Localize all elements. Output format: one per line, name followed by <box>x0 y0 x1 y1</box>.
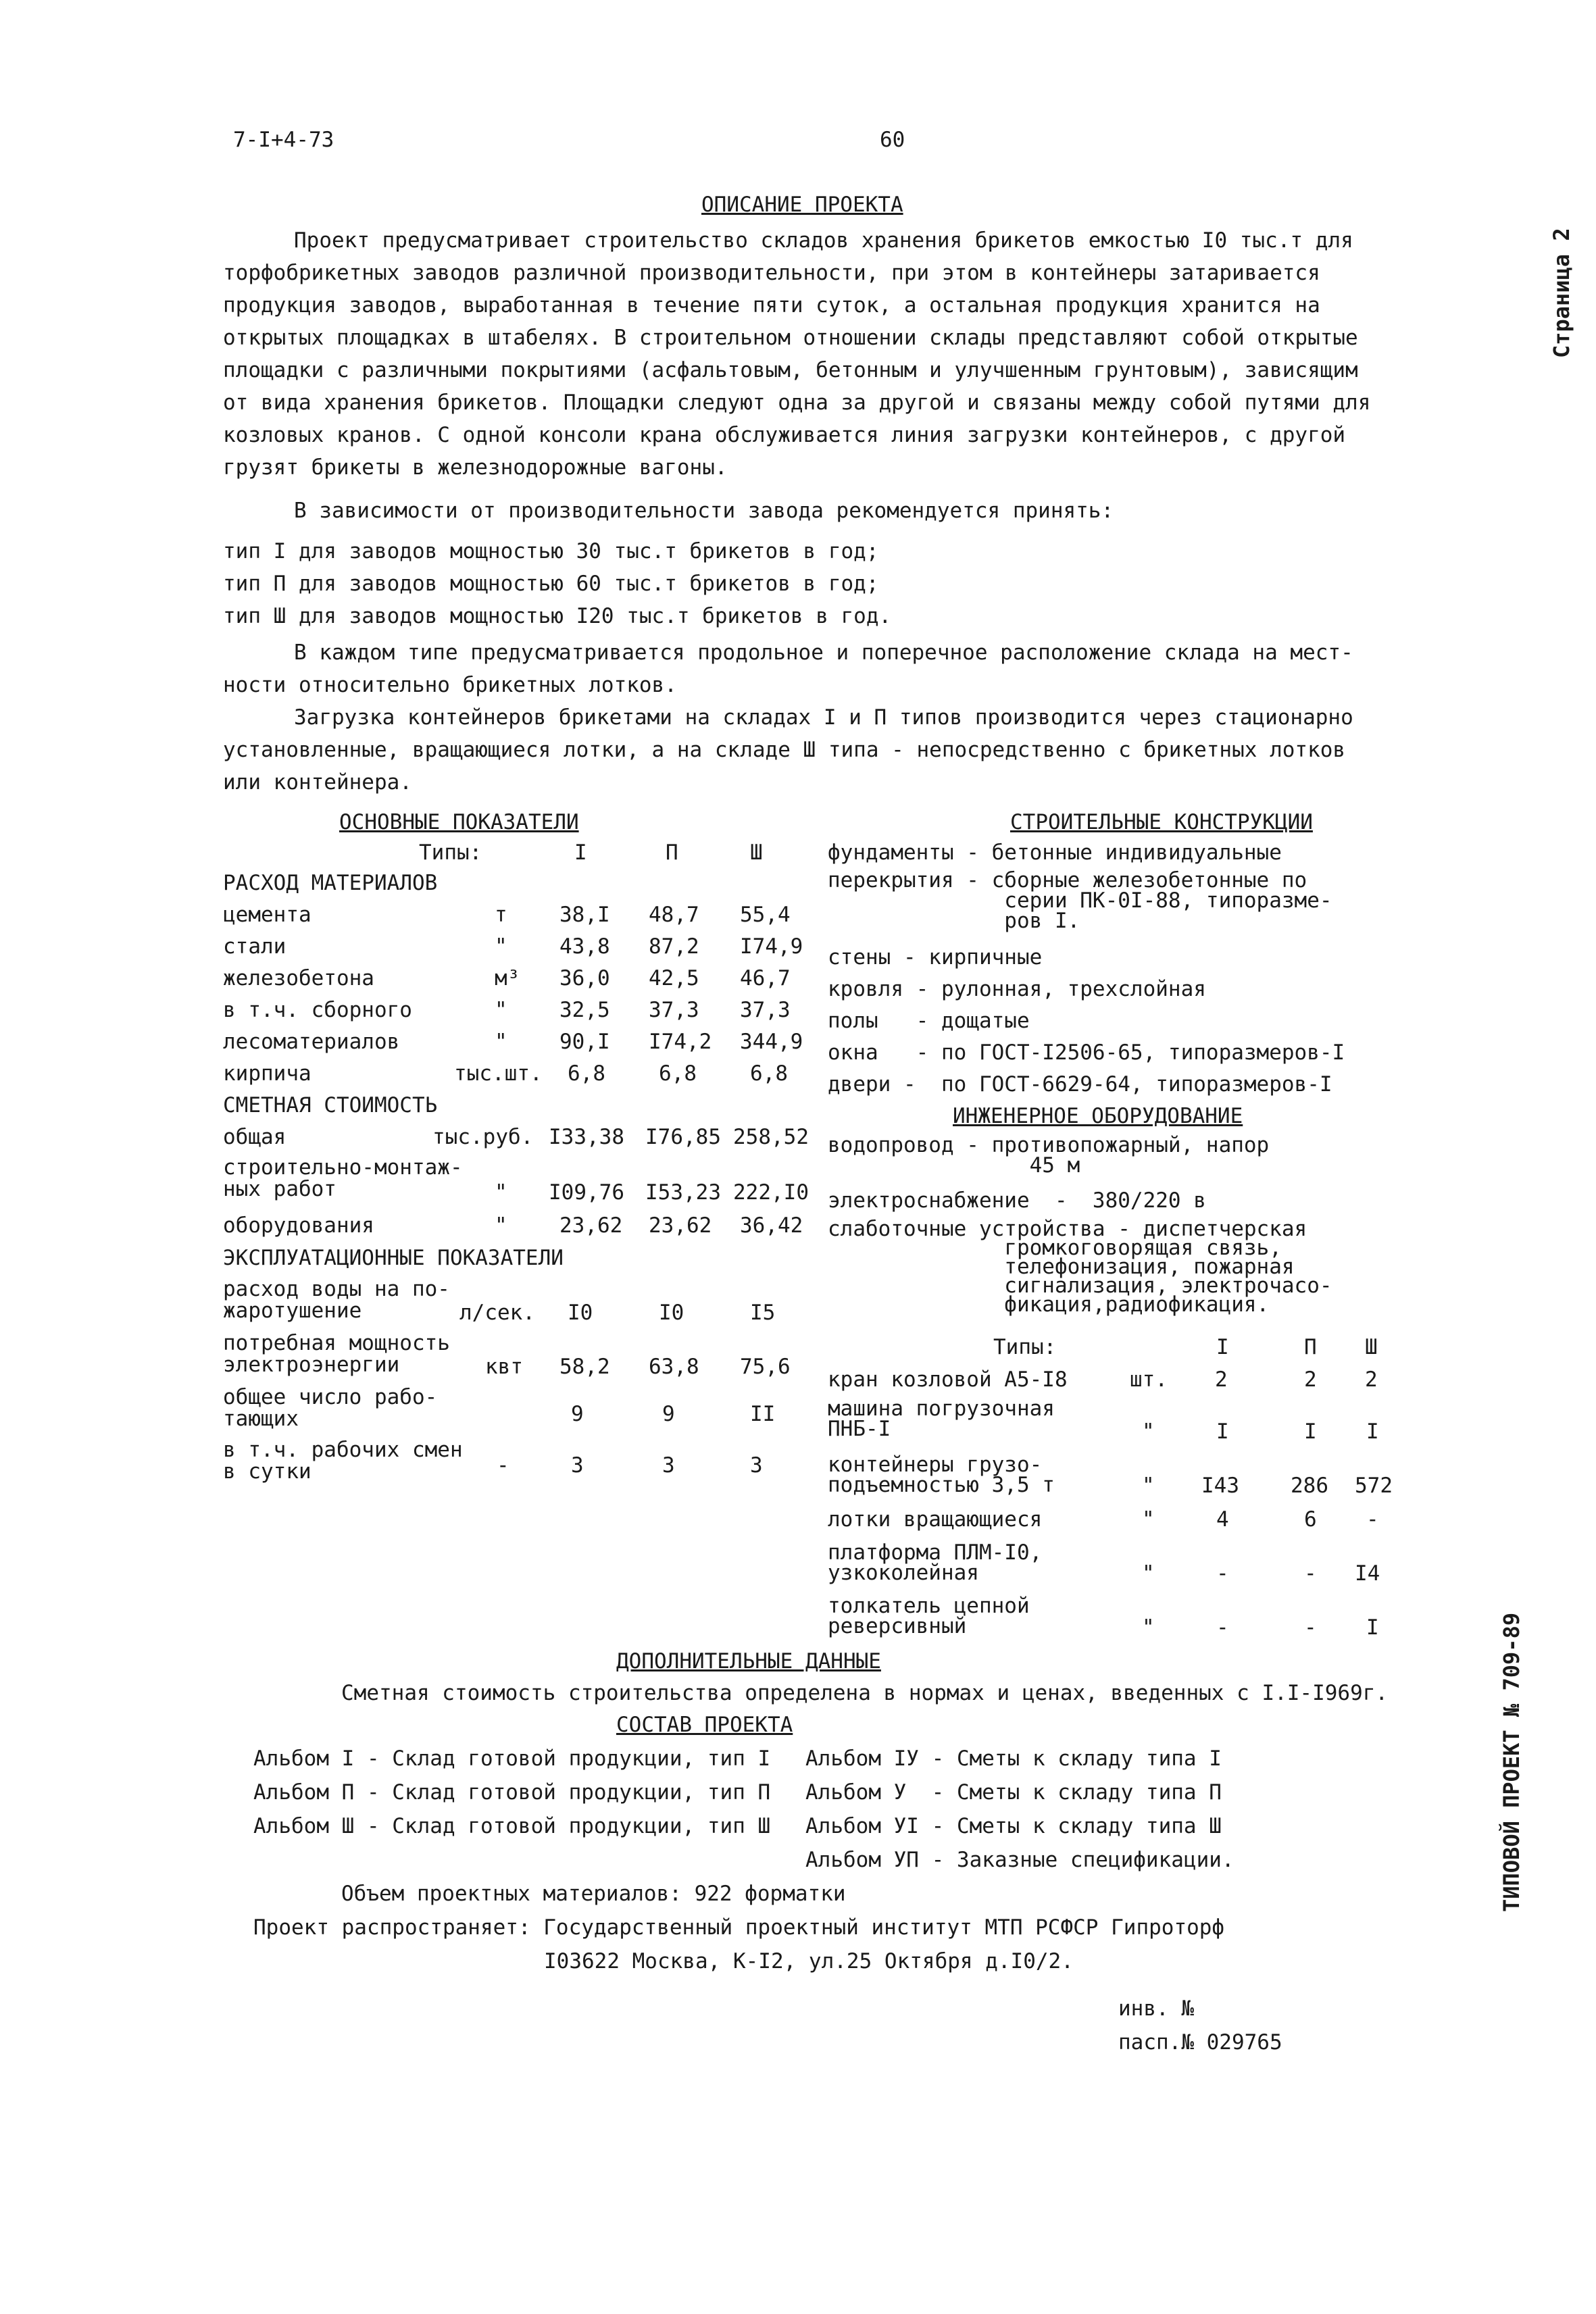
row-name: цемента <box>223 903 311 927</box>
construction-line: окна - по ГОСТ-I2506-65, типоразмеров-I <box>828 1040 1345 1065</box>
row-value: I5 <box>750 1301 776 1325</box>
row-name: потребная мощность электроэнергии <box>223 1331 450 1377</box>
row-value: 6 <box>1304 1507 1317 1532</box>
row-value: I43 <box>1201 1474 1239 1498</box>
para-line: или контейнера. <box>223 770 412 795</box>
row-unit: " <box>495 1180 507 1205</box>
row-value: 87,2 <box>649 934 699 959</box>
row-unit: квт <box>485 1355 523 1379</box>
construction-line: фундаменты - бетонные индивидуальные <box>828 840 1282 865</box>
album-line: Альбом УП - Заказные спецификации. <box>805 1848 1235 1872</box>
row-value: I09,76 <box>549 1180 624 1205</box>
row-value: 3 <box>662 1453 675 1478</box>
row-name: общая <box>223 1125 286 1149</box>
row-value: 572 <box>1355 1474 1393 1498</box>
materials-title: РАСХОД МАТЕРИАЛОВ <box>223 871 438 895</box>
construction-line: кровля - рулонная, трехслойная <box>828 977 1206 1001</box>
row-value: 90,I <box>559 1030 610 1054</box>
row-value: 43,8 <box>559 934 610 959</box>
type-header: Ш <box>750 840 763 865</box>
row-value: I <box>1366 1419 1379 1444</box>
row-unit: " <box>495 1213 507 1238</box>
row-value: 23,62 <box>559 1213 623 1238</box>
row-value: II <box>750 1402 776 1426</box>
page-label-vertical: Страница 2 <box>1549 228 1574 358</box>
para-line: грузят брикеты в железнодорожные вагоны. <box>223 455 728 480</box>
cost-title: СМЕТНАЯ СТОИМОСТЬ <box>223 1093 438 1117</box>
para-line: Проект предусматривает строительство складов хранения брикетов емкостью I0 тыс.т для <box>294 228 1353 253</box>
row-value: 344,9 <box>740 1030 803 1054</box>
row-unit: тыс.шт. <box>454 1061 543 1086</box>
row-value: 55,4 <box>740 903 791 927</box>
row-value: I <box>1366 1615 1379 1640</box>
row-name: общее число рабо- тающих <box>223 1385 438 1431</box>
row-value: I76,85 <box>645 1125 721 1149</box>
row-value: 2 <box>1304 1367 1317 1392</box>
para-line: Загрузка контейнеров брикетами на складах I и П типов производится через стационарно <box>294 705 1353 730</box>
description-para2: В зависимости от производительности завода рекомендуется принять: <box>294 499 1114 523</box>
row-value: 3 <box>571 1453 584 1478</box>
row-unit: " <box>495 998 507 1022</box>
row-value: - <box>1366 1507 1379 1532</box>
row-value: 63,8 <box>649 1355 699 1379</box>
construction-line: стены - кирпичные <box>828 945 1043 970</box>
type-line: тип Ш для заводов мощностью I20 тыс.т брикетов в год. <box>223 604 892 628</box>
row-name: железобетона <box>223 966 374 990</box>
row-name: толкатель цепной реверсивный <box>828 1594 1030 1638</box>
para-line: продукция заводов, выработанная в течение пяти суток, а остальная продукция хранится на <box>223 293 1320 318</box>
row-unit: тыс.руб. <box>432 1125 534 1149</box>
row-value: 6,8 <box>750 1061 788 1086</box>
row-name: кран козловой А5-I8 <box>828 1367 1068 1392</box>
row-value: - <box>1304 1561 1317 1586</box>
row-value: 3 <box>750 1453 763 1478</box>
engineering-line: электроснабжение - 380/220 в <box>828 1188 1206 1213</box>
row-unit: " <box>1142 1507 1155 1532</box>
row-value: 23,62 <box>649 1213 712 1238</box>
row-value: 58,2 <box>559 1355 610 1379</box>
row-unit: " <box>1142 1419 1155 1444</box>
main-indicators-title: ОСНОВНЫЕ ПОКАЗАТЕЛИ <box>339 810 579 834</box>
para-line: от вида хранения брикетов. Площадки следуют одна за другой и связаны между собой путями для <box>223 391 1371 415</box>
para-line: площадки с различными покрытиями (асфальтовым, бетонным и улучшенным грунтовым), зависящим <box>223 358 1358 382</box>
row-value: I0 <box>568 1301 593 1325</box>
para-line: открытых площадках в штабелях. В строительном отношении склады представляют собой открытые <box>223 326 1358 350</box>
album-line: Альбом Ш - Склад готовой продукции, тип Ш <box>253 1814 771 1838</box>
additional-text: Сметная стоимость строительства определена в нормах и ценах, введенных с I.I-I969г. <box>341 1681 1389 1705</box>
row-name: строительно-монтаж- ных работ <box>223 1155 463 1201</box>
additional-title: ДОПОЛНИТЕЛЬНЫЕ ДАННЫЕ <box>616 1649 881 1674</box>
row-value: 222,I0 <box>733 1180 809 1205</box>
document-code: 7-I+4-73 <box>233 128 334 152</box>
row-unit: " <box>1142 1615 1155 1640</box>
row-value: - <box>1216 1615 1229 1640</box>
para-line: В каждом типе предусматривается продольное и поперечное расположение склада на мест- <box>294 640 1353 665</box>
row-value: 9 <box>662 1402 675 1426</box>
row-value: 9 <box>571 1402 584 1426</box>
type-header: I <box>574 840 587 865</box>
row-value: 2 <box>1215 1367 1228 1392</box>
composition-title: СОСТАВ ПРОЕКТА <box>616 1713 793 1737</box>
row-unit: " <box>1142 1561 1155 1586</box>
row-name: стали <box>223 934 286 959</box>
row-value: I74,9 <box>740 934 803 959</box>
types-label: Типы: <box>993 1335 1057 1359</box>
row-value: 75,6 <box>740 1355 791 1379</box>
row-name: в т.ч. рабочих смен в сутки <box>223 1438 463 1484</box>
row-value: 36,42 <box>740 1213 803 1238</box>
row-value: 37,3 <box>740 998 791 1022</box>
page-number: 60 <box>880 128 905 152</box>
row-value: 48,7 <box>649 903 699 927</box>
row-value: 2 <box>1365 1367 1378 1392</box>
row-value: - <box>1304 1615 1317 1640</box>
typical-project-vertical: ТИПОВОЙ ПРОЕКТ № 709-89 <box>1499 1612 1524 1912</box>
construction-line: полы - дощатые <box>828 1009 1030 1033</box>
row-name: оборудования <box>223 1213 374 1238</box>
type-line: тип П для заводов мощностью 60 тыс.т брикетов в год; <box>223 572 879 596</box>
row-value: - <box>1216 1561 1229 1586</box>
row-value: I4 <box>1355 1561 1380 1586</box>
row-name: лотки вращающиеся <box>828 1507 1043 1532</box>
row-value: I33,38 <box>549 1125 624 1149</box>
row-name: контейнеры грузо- подъемностью 3,5 т <box>828 1453 1055 1497</box>
distributor-line: Проект распространяет: Государственный проектный институт МТП РСФСР Гипроторф <box>253 1915 1225 1940</box>
types-label: Типы: <box>419 840 482 865</box>
address-line: I03622 Москва, К-I2, ул.25 Октября д.I0/2. <box>544 1949 1074 1973</box>
row-value: 37,3 <box>649 998 699 1022</box>
ops-title: ЭКСПЛУАТАЦИОННЫЕ ПОКАЗАТЕЛИ <box>223 1246 564 1270</box>
row-value: I74,2 <box>649 1030 712 1054</box>
type-header: П <box>1304 1335 1317 1359</box>
row-unit: - <box>497 1453 509 1478</box>
album-line: Альбом I - Склад готовой продукции, тип I <box>253 1746 771 1771</box>
engineering-title: ИНЖЕНЕРНОЕ ОБОРУДОВАНИЕ <box>953 1104 1243 1128</box>
row-name: лесоматериалов <box>223 1030 400 1054</box>
row-name: машина погрузочная ПНБ-I <box>828 1397 1055 1441</box>
engineering-line: слаботочные устройства - диспетчерская громкоговорящая связь, телефонизация, пожарная сигнализация, электрочасо- фикация,радиофикация. <box>828 1217 1332 1317</box>
album-line: Альбом IУ - Сметы к складу типа I <box>805 1746 1222 1771</box>
row-value: 6,8 <box>659 1061 697 1086</box>
album-line: Альбом УI - Сметы к складу типа Ш <box>805 1814 1222 1838</box>
row-value: 32,5 <box>559 998 610 1022</box>
row-value: 46,7 <box>740 966 791 990</box>
type-header: Ш <box>1365 1335 1378 1359</box>
row-value: 4 <box>1216 1507 1229 1532</box>
passport-number: пасп.№ 029765 <box>1118 2030 1282 2055</box>
type-line: тип I для заводов мощностью 30 тыс.т брикетов в год; <box>223 539 879 563</box>
row-value: 286 <box>1291 1474 1328 1498</box>
row-value: 36,0 <box>559 966 610 990</box>
construction-line: двери - по ГОСТ-6629-64, типоразмеров-I <box>828 1072 1332 1097</box>
row-value: 258,52 <box>733 1125 809 1149</box>
row-name: расход воды на по- жаротушение <box>223 1277 450 1323</box>
row-unit: м³ <box>495 966 520 990</box>
construction-line: перекрытия - сборные железобетонные по серии ПК-0I-88, типоразме- ров I. <box>828 868 1332 933</box>
volume-line: Объем проектных материалов: 922 форматки <box>341 1882 846 1906</box>
inventory-number: инв. № <box>1118 1996 1194 2021</box>
type-header: П <box>666 840 678 865</box>
row-unit: " <box>1142 1474 1155 1498</box>
row-name: в т.ч. сборного <box>223 998 412 1022</box>
row-name: платформа ПЛМ-I0, узкоколейная <box>828 1540 1043 1585</box>
para-line: установленные, вращающиеся лотки, а на складе Ш типа - непосредственно с брикетных лотков <box>223 738 1346 762</box>
row-value: 6,8 <box>568 1061 605 1086</box>
row-unit: " <box>495 934 507 959</box>
type-header: I <box>1216 1335 1229 1359</box>
row-value: I0 <box>659 1301 684 1325</box>
para-line: козловых кранов. С одной консоли крана обслуживается линия загрузки контейнеров, с другой <box>223 423 1346 447</box>
constructions-title: СТРОИТЕЛЬНЫЕ КОНСТРУКЦИИ <box>1010 810 1313 834</box>
row-value: I <box>1216 1419 1229 1444</box>
row-unit: л/сек. <box>459 1301 535 1325</box>
para-line: торфобрикетных заводов различной производительности, при этом в контейнеры затаривается <box>223 261 1320 285</box>
engineering-line: водопровод - противопожарный, напор 45 м <box>828 1133 1270 1178</box>
row-value: 38,I <box>559 903 610 927</box>
row-value: I53,23 <box>645 1180 721 1205</box>
album-line: Альбом П - Склад готовой продукции, тип П <box>253 1780 771 1805</box>
row-unit: " <box>495 1030 507 1054</box>
album-line: Альбом У - Сметы к складу типа П <box>805 1780 1222 1805</box>
row-value: I <box>1304 1419 1317 1444</box>
description-title: ОПИСАНИЕ ПРОЕКТА <box>701 193 903 217</box>
row-unit: т <box>495 903 507 927</box>
para-line: ности относительно брикетных лотков. <box>223 673 677 697</box>
row-name: кирпича <box>223 1061 311 1086</box>
row-unit: шт. <box>1130 1367 1168 1392</box>
row-value: 42,5 <box>649 966 699 990</box>
